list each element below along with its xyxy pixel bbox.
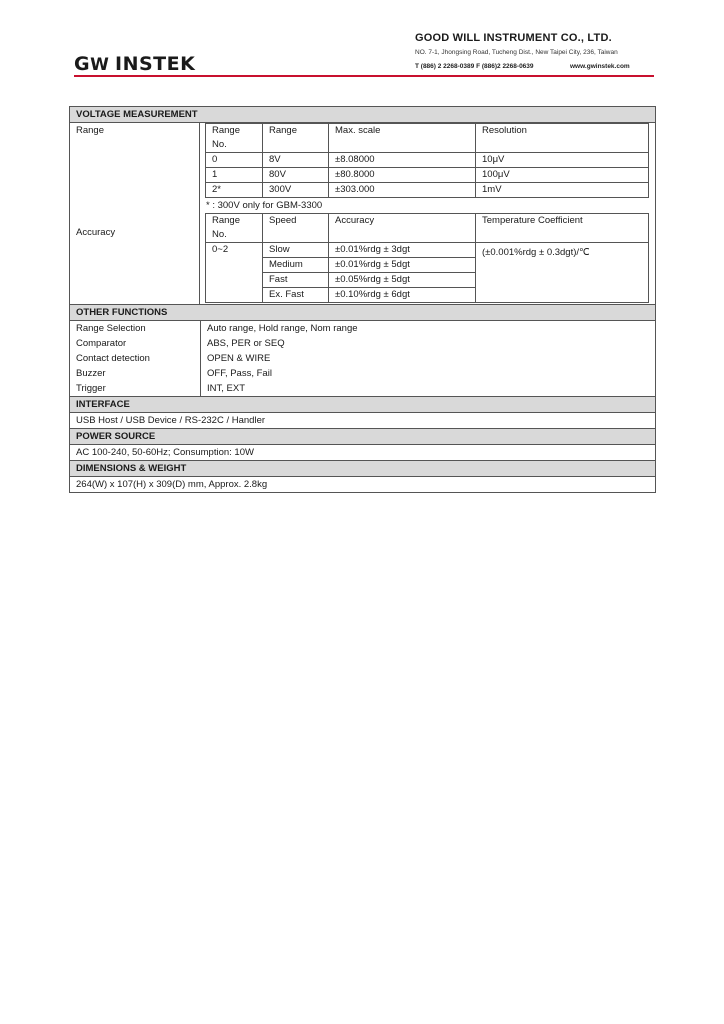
header-cell: Temperature Coefficient [476,214,649,243]
spec-label: Trigger [70,381,201,396]
table-cell: 1mV [476,183,649,198]
section-heading-voltage: VOLTAGE MEASUREMENT [70,107,655,123]
spec-value: Auto range, Hold range, Nom range [207,323,358,334]
table-row [206,243,649,258]
spec-label: Contact detection [70,351,201,366]
table-cell: 2* [206,183,263,198]
range-label: Range [76,125,104,136]
accuracy-table-header [206,214,649,243]
power-value: AC 100-240, 50-60Hz; Consumption: 10W [76,447,254,458]
table-cell: ±0.01%rdg ± 3dgt [329,243,476,258]
spec-value: ABS, PER or SEQ [207,338,285,349]
spec-label: Comparator [70,336,201,351]
spec-row [70,321,655,336]
spec-value: OFF, Pass, Fail [207,368,272,379]
header-cell: Resolution [476,124,649,153]
table-cell: ±0.01%rdg ± 5dgt [329,258,476,273]
section-heading-dimensions: DIMENSIONS & WEIGHT [70,460,655,477]
header-cell: Speed [263,214,329,243]
header-cell: Range [263,124,329,153]
table-cell: 8V [263,153,329,168]
spec-row [70,351,655,366]
table-cell: ±8.08000 [329,153,476,168]
range-table [205,123,649,198]
spec-label: Range Selection [70,321,201,336]
table-cell: 80V [263,168,329,183]
spec-value: OPEN & WIRE [207,353,271,364]
range-footnote: * : 300V only for GBM-3300 [206,200,323,211]
table-cell: ±303.000 [329,183,476,198]
table-cell: 100μV [476,168,649,183]
header-divider [74,75,654,77]
spec-sheet [69,106,656,493]
table-row [206,153,649,168]
dimensions-value: 264(W) x 107(H) x 309(D) mm, Approx. 2.8kg [76,479,268,490]
table-cell: Slow [263,243,329,258]
table-cell: Fast [263,273,329,288]
section-heading-other-functions: OTHER FUNCTIONS [70,304,655,321]
table-cell: ±0.10%rdg ± 6dgt [329,288,476,303]
header-cell: Range No. [206,214,263,243]
table-row [206,183,649,198]
accuracy-table [205,213,649,303]
table-cell: 10μV [476,153,649,168]
table-cell: Medium [263,258,329,273]
voltage-label-column [70,123,200,304]
company-address: NO. 7-1, Jhongsing Road, Tucheng Dist., New Taipei City, 236, Taiwan [415,49,618,56]
range-no-cell: 0~2 [206,243,263,303]
spec-value: INT, EXT [207,383,246,394]
table-cell: ±80.8000 [329,168,476,183]
spec-row [70,381,655,396]
section-heading-power: POWER SOURCE [70,428,655,445]
header-cell: Max. scale [329,124,476,153]
spec-row [70,366,655,381]
company-name: GOOD WILL INSTRUMENT CO., LTD. [415,32,612,44]
spec-row [70,336,655,351]
company-website: www.gwinstek.com [570,63,630,70]
range-table-header [206,124,649,153]
company-phone-fax: T (886) 2 2268-0389 F (886)2 2268-0639 [415,63,534,70]
section-heading-interface: INTERFACE [70,396,655,413]
table-cell: 0 [206,153,263,168]
interface-value: USB Host / USB Device / RS-232C / Handler [76,415,266,426]
table-cell: Ex. Fast [263,288,329,303]
temp-coeff-cell: (±0.001%rdg ± 0.3dgt)/℃ [476,243,649,303]
table-cell: 300V [263,183,329,198]
voltage-content [200,123,655,304]
spec-label: Buzzer [70,366,201,381]
voltage-block [70,123,655,304]
table-row [206,168,649,183]
table-cell: 1 [206,168,263,183]
header-cell: Accuracy [329,214,476,243]
accuracy-label: Accuracy [76,227,116,238]
table-cell: ±0.05%rdg ± 5dgt [329,273,476,288]
company-logo: GW INSTEK [74,53,196,75]
header-cell: Range No. [206,124,263,153]
